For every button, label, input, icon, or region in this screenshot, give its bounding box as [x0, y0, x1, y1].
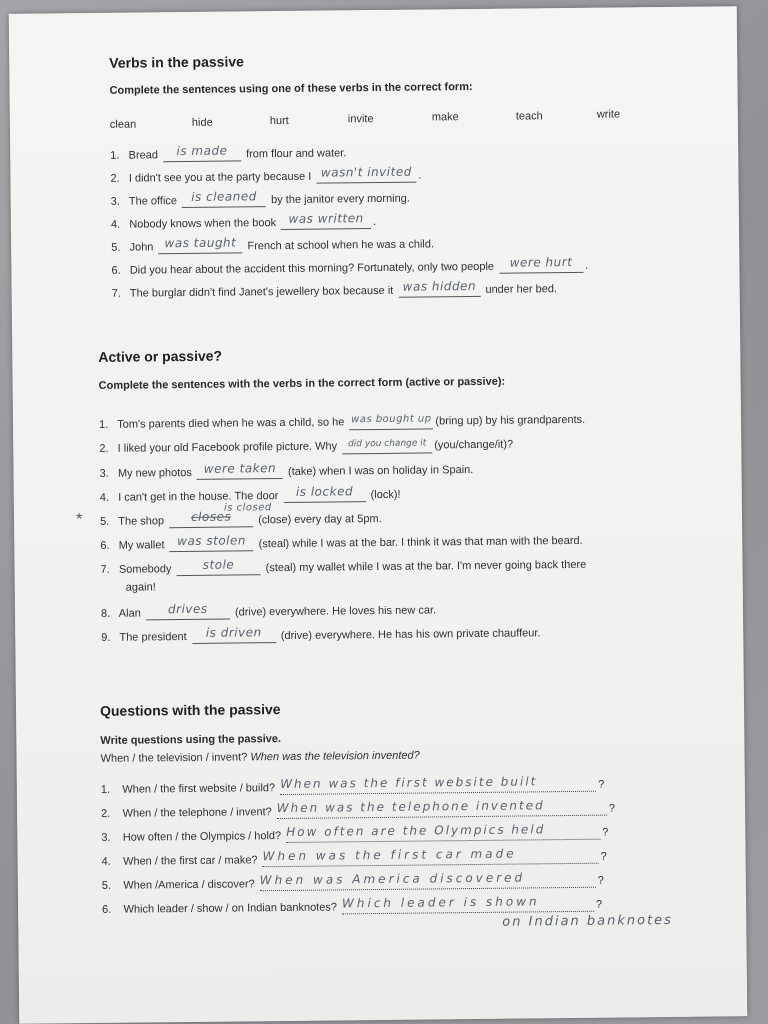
exercise-item — [111, 254, 589, 278]
item-number: 9. — [101, 631, 111, 644]
item-text-after: (you/change/it)? — [434, 438, 514, 452]
item-number: 4. — [101, 855, 111, 868]
handwritten-answer: was stolen — [177, 533, 247, 549]
item-text-before: The shop — [118, 515, 165, 528]
handwritten-answer: was taught — [164, 235, 237, 251]
section2-title: Active or passive? — [98, 347, 223, 365]
item-text-after: (steal) while I was at the bar. I think it was that man with the beard. — [258, 534, 583, 551]
answer-blank[interactable] — [283, 484, 365, 503]
item-text-after: (steal) my wallet while I was at the bar. I'm never going back there — [265, 558, 587, 575]
item-number: 5. — [101, 879, 112, 892]
verb-option: hurt — [269, 114, 289, 128]
answer-blank[interactable] — [342, 439, 432, 454]
answer-blank[interactable] — [163, 143, 241, 162]
section2-instruction: Complete the sentences with the verbs in the correct form (active or passive): — [98, 375, 506, 392]
item-text-after: . — [373, 216, 377, 229]
answer-blank[interactable] — [349, 415, 433, 430]
answer-line[interactable] — [262, 846, 599, 868]
handwritten-answer: is driven — [205, 625, 262, 640]
answer-line[interactable] — [259, 870, 596, 892]
handwritten-answer: How often are the Olympics held — [286, 822, 546, 839]
question-item — [101, 822, 609, 845]
item-number: 3. — [99, 467, 109, 480]
exercise-item — [99, 463, 473, 481]
item-number: 5. — [99, 515, 110, 528]
item-text-before: Did you hear about the accident this morning? Fortunately, only two people — [129, 260, 495, 277]
item-text-before: I liked your old Facebook profile picture. Why — [117, 440, 338, 455]
question-item — [101, 798, 615, 821]
item-text-after: (drive) everywhere. He has his own private chauffeur. — [280, 627, 541, 643]
handwritten-answer: closes — [190, 509, 232, 524]
item-number: 4. — [99, 491, 110, 504]
handwritten-answer: is cleaned — [191, 189, 257, 204]
question-mark: ? — [600, 850, 607, 863]
item-number: 4. — [110, 218, 121, 231]
handwritten-answer: wasn't invited — [320, 164, 412, 180]
answer-blank[interactable] — [281, 211, 371, 230]
example-prompt: When / the television / invent? — [100, 751, 248, 765]
handwritten-answer: is made — [176, 143, 228, 159]
item-continuation: again! — [125, 581, 156, 594]
item-number: 1. — [110, 149, 120, 162]
margin-star-mark: * — [75, 511, 83, 529]
answer-line[interactable] — [280, 774, 596, 795]
exercise-item — [101, 603, 436, 621]
answer-blank[interactable] — [169, 533, 253, 552]
question-prompt: When / the telephone / invent? — [122, 806, 272, 820]
example-line — [100, 750, 419, 765]
question-item — [101, 846, 607, 869]
verb-option: clean — [109, 118, 137, 131]
answer-blank[interactable] — [192, 625, 276, 644]
handwritten-answer: was bought up — [351, 413, 432, 426]
exercise-item — [110, 164, 422, 186]
section3-instruction: Write questions using the passive. — [100, 733, 282, 747]
item-number: 1. — [98, 418, 109, 431]
item-text-before: The office — [128, 195, 178, 208]
item-number: 1. — [100, 783, 111, 796]
item-number: 7. — [111, 287, 121, 300]
item-number: 2. — [101, 807, 111, 820]
handwritten-answer: were taken — [203, 461, 277, 476]
section1-instruction: Complete the sentences using one of these verbs in the correct form: — [109, 80, 473, 97]
question-item — [101, 870, 604, 893]
exercise-item — [101, 626, 540, 645]
item-number: 2. — [99, 442, 109, 455]
item-text-after: (take) when I was on holiday in Spain. — [287, 464, 474, 478]
item-number: 6. — [100, 539, 110, 552]
handwritten-answer: were hurt — [509, 254, 573, 270]
exercise-item — [110, 143, 347, 162]
handwritten-correction: is closed — [223, 502, 272, 514]
question-prompt: When / the first car / make? — [122, 854, 258, 868]
exercise-item — [99, 414, 585, 433]
section1-title: Verbs in the passive — [109, 53, 244, 71]
item-text-after: by the janitor every morning. — [271, 192, 410, 207]
handwritten-answer: When was America discovered — [259, 870, 526, 888]
item-text-before: My wallet — [118, 539, 165, 552]
exercise-item — [110, 211, 377, 232]
question-mark: ? — [608, 802, 615, 815]
question-prompt: When / the first website / build? — [122, 782, 276, 796]
item-text-before: Alan — [118, 607, 141, 620]
handwritten-continuation: on Indian banknotes — [502, 912, 673, 930]
exercise-item — [100, 534, 582, 553]
verb-option: hide — [191, 116, 213, 129]
answer-line[interactable] — [341, 894, 594, 915]
item-number: 3. — [110, 195, 120, 208]
item-text-before: I can't get in the house. The door — [118, 490, 279, 504]
item-text-before: Somebody — [118, 563, 172, 576]
item-number: 8. — [100, 607, 111, 620]
handwritten-answer: stole — [202, 557, 235, 572]
item-text-after: from flour and water. — [245, 147, 347, 161]
exercise-item — [99, 509, 382, 529]
answer-line[interactable] — [286, 822, 600, 843]
item-number: 6. — [111, 264, 121, 277]
item-text-before: Nobody knows when the book — [129, 217, 277, 231]
question-prompt: Which leader / show / on Indian banknotes? — [123, 901, 338, 916]
verb-option: invite — [347, 113, 374, 126]
verb-option: write — [596, 108, 621, 121]
handwritten-answer: did you change it — [348, 438, 427, 450]
answer-blank[interactable] — [176, 557, 260, 576]
item-text-before: Bread — [128, 149, 159, 162]
exercise-item — [111, 278, 558, 301]
handwritten-answer: Which leader is shown — [341, 894, 540, 911]
exercise-item — [100, 558, 586, 577]
exercise-item — [99, 439, 513, 457]
answer-blank[interactable] — [146, 601, 230, 621]
item-text-after: . — [418, 169, 422, 182]
item-number: 5. — [111, 241, 121, 254]
item-text-after: . — [585, 259, 589, 272]
item-text-after: French at school when he was a child. — [247, 238, 435, 253]
handwritten-answer: When was the first website built — [280, 774, 538, 792]
handwritten-answer: was hidden — [402, 278, 477, 294]
question-mark: ? — [595, 898, 603, 911]
answer-blank[interactable] — [499, 254, 583, 274]
item-text-after: (bring up) by his grandparents. — [435, 413, 586, 428]
answer-blank[interactable] — [197, 461, 283, 480]
item-number: 6. — [102, 903, 112, 916]
example-answer: When was the television invented? — [250, 749, 420, 764]
worksheet-page — [9, 6, 748, 1024]
item-text-before: I didn't see you at the party because I — [128, 170, 312, 185]
item-text-before: My new photos — [117, 466, 192, 480]
exercise-item — [110, 189, 410, 209]
item-text-before: The president — [119, 631, 187, 644]
item-text-before: The burglar didn't find Janet's jewellery box because it — [129, 284, 394, 300]
item-text-before: Tom's parents died when he was a child, so he — [117, 416, 345, 431]
verb-option: make — [431, 111, 459, 124]
item-text-after: (lock)! — [370, 488, 401, 502]
question-prompt: When /America / discover? — [123, 878, 255, 892]
item-number: 2. — [110, 172, 120, 185]
question-mark: ? — [597, 874, 604, 887]
answer-line[interactable] — [276, 798, 607, 819]
answer-blank[interactable] — [316, 164, 416, 184]
answer-blank[interactable] — [182, 189, 266, 208]
handwritten-answer: When was the telephone invented — [276, 798, 545, 816]
answer-blank[interactable] — [398, 278, 480, 298]
item-number: 3. — [101, 831, 111, 844]
exercise-item — [111, 237, 434, 254]
handwritten-answer: is locked — [295, 484, 354, 499]
item-text-after: (close) every day at 5pm. — [258, 512, 382, 527]
question-prompt: How often / the Olympics / hold? — [122, 830, 282, 844]
handwritten-answer: was written — [288, 211, 364, 226]
question-mark: ? — [602, 826, 609, 839]
item-text-after: (drive) everywhere. He loves his new car. — [234, 604, 437, 619]
verb-option: teach — [515, 110, 543, 123]
question-item — [100, 774, 605, 797]
handwritten-answer: drives — [167, 601, 208, 617]
answer-blank[interactable] — [158, 235, 242, 254]
question-mark: ? — [598, 778, 605, 791]
item-text-after: under her bed. — [485, 283, 558, 296]
answer-blank[interactable] — [169, 509, 253, 528]
handwritten-answer: When was the first car made — [262, 846, 517, 864]
item-number: 7. — [100, 563, 110, 576]
section3-title: Questions with the passive — [99, 701, 281, 719]
item-text-before: John — [129, 241, 154, 254]
